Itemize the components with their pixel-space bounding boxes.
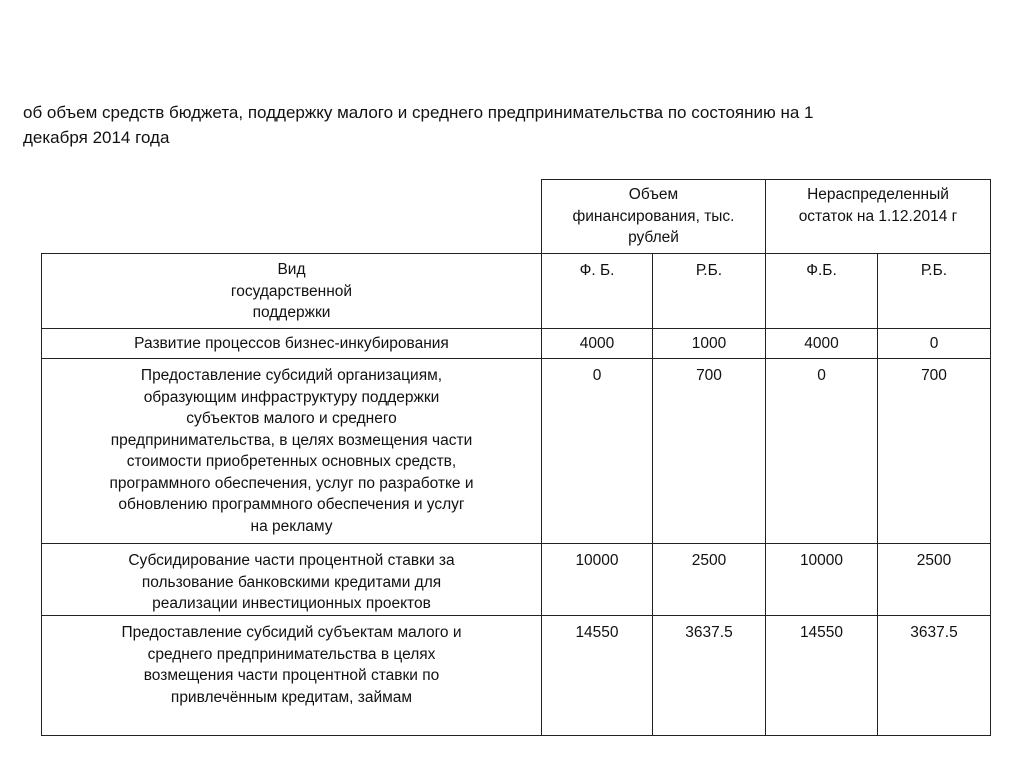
table-cell-value-text: 0	[817, 367, 826, 384]
table-cell-value-text: 4000	[804, 335, 839, 352]
row-description-text: Субсидирование части процентной ставки за	[128, 552, 455, 569]
row-description-text: Развитие процессов бизнес-инкубирования	[134, 335, 449, 352]
header-undistributed-balance-text: остаток на 1.12.2014 г	[798, 207, 958, 225]
table-cell-value-text: 3637.5	[910, 624, 958, 641]
row-description-text: пользование банковскими кредитами для	[141, 573, 442, 591]
subheader-3	[877, 253, 991, 329]
table-cell-value-text: 10000	[799, 552, 844, 569]
table-cell-value-text: 0	[929, 335, 939, 352]
row-description-text: программного обеспечения, услуг по разработке и	[109, 474, 474, 492]
table-cell-value	[652, 328, 766, 359]
table-cell-value	[765, 328, 878, 359]
table-cell-value-text: 1000	[691, 335, 727, 352]
row-description-text: субъектов малого и среднего	[186, 410, 397, 427]
header-support-type-text: поддержки	[252, 304, 331, 321]
table-cell-value	[877, 358, 991, 544]
table-cell-value	[541, 358, 653, 544]
header-funding-volume	[541, 179, 766, 254]
table-cell-value	[541, 543, 653, 616]
subheader-0-text: Ф. Б.	[579, 262, 615, 279]
table-cell-value	[765, 543, 878, 616]
header-support-type-text: Вид	[277, 261, 306, 278]
table-cell-value-text: 14550	[575, 624, 619, 641]
row-description-text: возмещения части процентной ставки по	[143, 667, 440, 684]
table-row-description	[41, 358, 542, 544]
header-funding-volume-text: Объем	[628, 186, 679, 203]
table-cell-value	[877, 328, 991, 359]
table-row-description	[41, 615, 542, 736]
table-cell-value	[541, 615, 653, 736]
table-cell-value-text: 2500	[916, 552, 952, 569]
table-cell-value-text: 10000	[575, 552, 619, 569]
table-cell-value-text: 700	[921, 367, 947, 384]
table-cell-value	[877, 543, 991, 616]
header-undistributed-balance-text: Нераспределенный	[807, 186, 949, 203]
row-description-text: на рекламу	[250, 517, 333, 535]
table-cell-value-text: 0	[592, 367, 602, 384]
table-cell-value	[652, 615, 766, 736]
subheader-2	[765, 253, 878, 329]
row-description-text: обновлению программного обеспечения и услуг	[118, 496, 465, 513]
row-description-text: реализации инвестиционных проектов	[152, 595, 431, 612]
table-cell-value	[765, 615, 878, 736]
document-title	[23, 100, 1013, 150]
subheader-1-text: Р.Б.	[695, 262, 723, 279]
table-cell-value	[652, 358, 766, 544]
table-cell-value-text: 700	[696, 367, 722, 384]
table-cell-value	[877, 615, 991, 736]
row-description-text: Предоставление субсидий субъектам малого и	[121, 624, 462, 641]
header-support-type	[41, 253, 542, 329]
subheader-1	[652, 253, 766, 329]
subheader-0	[541, 253, 653, 329]
row-description-text: среднего предпринимательства в целях	[147, 645, 436, 663]
header-funding-volume-text: рублей	[628, 229, 679, 246]
row-description-text: Предоставление субсидий организациям,	[140, 367, 443, 384]
row-description-text: стоимости приобретенных основных средств,	[126, 453, 457, 470]
table-cell-value	[541, 328, 653, 359]
subheader-3-text: Р.Б.	[920, 262, 948, 279]
table-cell-value-text: 2500	[691, 552, 727, 569]
header-support-type-text: государственной	[230, 282, 353, 300]
table-cell-value-text: 14550	[799, 624, 844, 641]
table-cell-value-text: 3637.5	[685, 624, 733, 641]
table-row-description	[41, 328, 542, 359]
table-cell-value-text: 4000	[579, 335, 615, 352]
subheader-2-text: Ф.Б.	[806, 262, 837, 279]
title-line: об объем средств бюджета, поддержку малого и среднего предпринимательства по состоянию на 1	[23, 103, 814, 122]
title-line: декабря 2014 года	[23, 128, 170, 147]
row-description-text: предпринимательства, в целях возмещения части	[110, 431, 473, 449]
row-description-text: образующим инфраструктуру поддержки	[143, 388, 440, 406]
header-undistributed-balance	[765, 179, 991, 254]
table-row-description	[41, 543, 542, 616]
table-cell-value	[765, 358, 878, 544]
row-description-text: привлечённым кредитам, займам	[170, 688, 413, 706]
header-funding-volume-text: финансирования, тыс.	[572, 207, 735, 225]
table-cell-value	[652, 543, 766, 616]
